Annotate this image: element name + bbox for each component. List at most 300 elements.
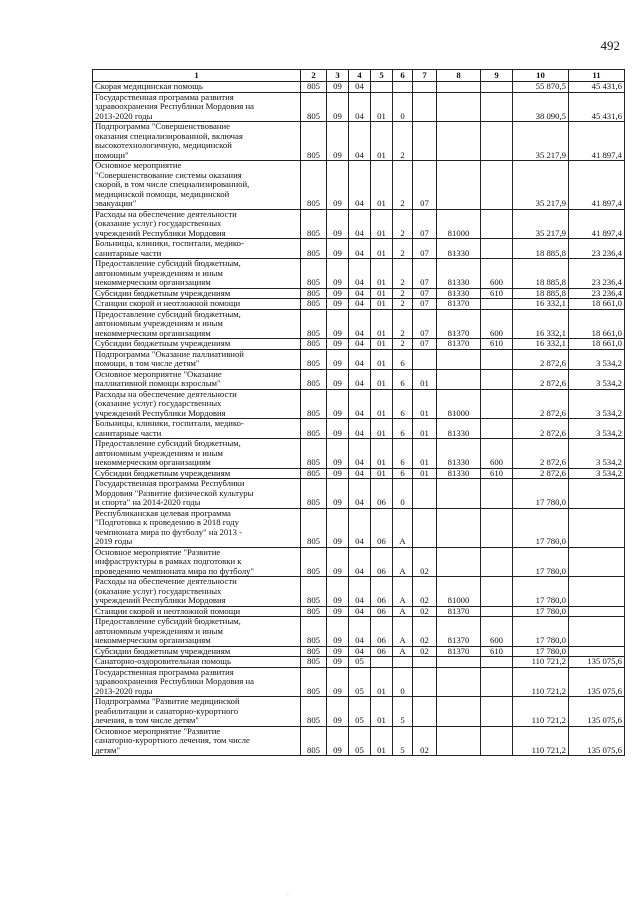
code-cell (481, 726, 513, 756)
code-cell: 0 (393, 92, 413, 122)
code-cell: 09 (327, 547, 349, 577)
code-cell: 04 (349, 239, 371, 259)
table-row (93, 646, 625, 657)
code-cell (413, 122, 437, 161)
row-name-cell: Основное мероприятие "Развитие инфраструктуры в рамках подготовки к проведению чемпионата мира по футболу" (93, 547, 301, 577)
code-cell: 02 (413, 617, 437, 647)
code-cell: 01 (371, 349, 393, 369)
amount-cell: 16 332,1 (513, 339, 569, 350)
amount-cell: 18 661,0 (569, 339, 625, 350)
code-cell (413, 82, 437, 93)
code-cell: 09 (327, 209, 349, 239)
table-row (93, 299, 625, 310)
table-row (93, 468, 625, 479)
code-cell: 07 (413, 259, 437, 289)
code-cell: 2 (393, 339, 413, 350)
amount-cell: 3 534,2 (569, 439, 625, 469)
code-cell: 805 (301, 508, 327, 547)
amount-cell: 23 236,4 (569, 259, 625, 289)
code-cell: 09 (327, 389, 349, 419)
code-cell (481, 122, 513, 161)
amount-cell: 35 217,9 (513, 122, 569, 161)
code-cell: 805 (301, 697, 327, 727)
column-header: 8 (437, 70, 481, 82)
code-cell: 04 (349, 508, 371, 547)
table-row (93, 389, 625, 419)
code-cell: 09 (327, 468, 349, 479)
amount-cell: 35 217,9 (513, 161, 569, 210)
code-cell (481, 82, 513, 93)
code-cell: 04 (349, 82, 371, 93)
table-row (93, 339, 625, 350)
code-cell: 0 (393, 667, 413, 697)
code-cell: 01 (371, 419, 393, 439)
table-row (93, 577, 625, 607)
code-cell: 600 (481, 309, 513, 339)
code-cell: 09 (327, 161, 349, 210)
code-cell: 2 (393, 288, 413, 299)
code-cell: 805 (301, 309, 327, 339)
code-cell (481, 606, 513, 617)
code-cell: 09 (327, 369, 349, 389)
amount-cell: 38 090,5 (513, 92, 569, 122)
code-cell: 6 (393, 349, 413, 369)
code-cell: 805 (301, 369, 327, 389)
code-cell (481, 697, 513, 727)
column-header: 9 (481, 70, 513, 82)
code-cell: 07 (413, 309, 437, 339)
code-cell: 0 (393, 479, 413, 509)
code-cell (437, 697, 481, 727)
code-cell: 5 (393, 697, 413, 727)
code-cell: 09 (327, 339, 349, 350)
code-cell: 06 (371, 508, 393, 547)
code-cell: 02 (413, 547, 437, 577)
code-cell (437, 161, 481, 210)
code-cell: 09 (327, 726, 349, 756)
code-cell: А (393, 547, 413, 577)
row-name-cell: Станции скорой и неотложной помощи (93, 606, 301, 617)
code-cell: 06 (371, 479, 393, 509)
code-cell: 04 (349, 259, 371, 289)
column-header: 1 (93, 70, 301, 82)
code-cell (437, 92, 481, 122)
row-name-cell: Скорая медицинская помощь (93, 82, 301, 93)
amount-cell: 16 332,1 (513, 299, 569, 310)
amount-cell: 18 885,8 (513, 239, 569, 259)
code-cell (481, 369, 513, 389)
amount-cell: 23 236,4 (569, 288, 625, 299)
column-header: 11 (569, 70, 625, 82)
code-cell: 04 (349, 122, 371, 161)
table-body (93, 82, 625, 756)
code-cell: 09 (327, 309, 349, 339)
code-cell (481, 389, 513, 419)
code-cell: 05 (349, 697, 371, 727)
code-cell: 2 (393, 239, 413, 259)
code-cell: 81370 (437, 617, 481, 647)
table-row (93, 439, 625, 469)
code-cell: 805 (301, 468, 327, 479)
code-cell (481, 508, 513, 547)
code-cell (481, 239, 513, 259)
code-cell: 01 (371, 697, 393, 727)
code-cell: 805 (301, 389, 327, 419)
row-name-cell: Больницы, клиники, госпитали, медико- санитарные части (93, 419, 301, 439)
budget-table (92, 69, 625, 756)
amount-cell (569, 479, 625, 509)
code-cell: 01 (371, 161, 393, 210)
table-row (93, 508, 625, 547)
amount-cell: 2 872,6 (513, 468, 569, 479)
code-cell: 81330 (437, 419, 481, 439)
code-cell: 09 (327, 288, 349, 299)
amount-cell: 3 534,2 (569, 389, 625, 419)
amount-cell: 135 075,6 (569, 657, 625, 668)
code-cell: 06 (371, 617, 393, 647)
code-cell: 805 (301, 82, 327, 93)
code-cell (371, 657, 393, 668)
amount-cell: 45 431,6 (569, 92, 625, 122)
row-name-cell: Расходы на обеспечение деятельности (оказание услуг) государственных учреждений Республики Мордовия (93, 577, 301, 607)
amount-cell: 3 534,2 (569, 419, 625, 439)
code-cell: 04 (349, 547, 371, 577)
code-cell: 04 (349, 339, 371, 350)
code-cell: 05 (349, 726, 371, 756)
code-cell: 610 (481, 646, 513, 657)
code-cell (437, 726, 481, 756)
code-cell: 09 (327, 646, 349, 657)
code-cell: 02 (413, 646, 437, 657)
row-name-cell: Субсидии бюджетным учреждениям (93, 646, 301, 657)
code-cell: А (393, 617, 413, 647)
code-cell: 09 (327, 419, 349, 439)
amount-cell: 17 780,0 (513, 646, 569, 657)
amount-cell: 18 661,0 (569, 299, 625, 310)
amount-cell (569, 606, 625, 617)
code-cell: 04 (349, 92, 371, 122)
amount-cell: 17 780,0 (513, 617, 569, 647)
code-cell (413, 697, 437, 727)
code-cell: 04 (349, 479, 371, 509)
code-cell: 2 (393, 259, 413, 289)
code-cell: 06 (371, 547, 393, 577)
code-cell: 5 (393, 726, 413, 756)
amount-cell: 3 534,2 (569, 349, 625, 369)
code-cell: 805 (301, 259, 327, 289)
code-cell: 805 (301, 606, 327, 617)
code-cell: 01 (413, 468, 437, 479)
amount-cell: 35 217,9 (513, 209, 569, 239)
code-cell: 02 (413, 726, 437, 756)
code-cell (437, 122, 481, 161)
code-cell: А (393, 606, 413, 617)
table-row (93, 606, 625, 617)
amount-cell: 135 075,6 (569, 667, 625, 697)
code-cell: 805 (301, 122, 327, 161)
code-cell: 04 (349, 369, 371, 389)
table-row (93, 288, 625, 299)
amount-cell: 55 870,5 (513, 82, 569, 93)
code-cell: 01 (371, 92, 393, 122)
amount-cell (569, 617, 625, 647)
code-cell: 600 (481, 617, 513, 647)
code-cell: 04 (349, 288, 371, 299)
code-cell: 805 (301, 617, 327, 647)
row-name-cell: Основное мероприятие "Совершенствование системы оказания скорой, в том числе специализированной, медицинской помощи, медицинской эвакуации" (93, 161, 301, 210)
row-name-cell: Предоставление субсидий бюджетным, автономным учреждениям и иным некоммерческим организациям (93, 309, 301, 339)
code-cell: 09 (327, 122, 349, 161)
code-cell: 09 (327, 606, 349, 617)
code-cell: 09 (327, 697, 349, 727)
code-cell (437, 667, 481, 697)
code-cell: 81000 (437, 577, 481, 607)
page-number: 492 (600, 38, 620, 53)
code-cell: 07 (413, 239, 437, 259)
amount-cell: 2 872,6 (513, 389, 569, 419)
code-cell: 610 (481, 288, 513, 299)
code-cell: 2 (393, 161, 413, 210)
code-cell: 04 (349, 439, 371, 469)
amount-cell: 17 780,0 (513, 547, 569, 577)
code-cell: 07 (413, 209, 437, 239)
code-cell (481, 349, 513, 369)
code-cell: А (393, 577, 413, 607)
table-row (93, 209, 625, 239)
code-cell: 01 (413, 419, 437, 439)
row-name-cell: Подпрограмма "Развитие медицинской реабилитации и санаторно-курортного лечения, в том числе детям" (93, 697, 301, 727)
code-cell (481, 92, 513, 122)
amount-cell: 18 885,8 (513, 259, 569, 289)
table-row (93, 161, 625, 210)
amount-cell: 18 885,8 (513, 288, 569, 299)
code-cell: 09 (327, 508, 349, 547)
code-cell: 805 (301, 667, 327, 697)
code-cell (481, 161, 513, 210)
table-row (93, 657, 625, 668)
amount-cell: 110 721,2 (513, 657, 569, 668)
row-name-cell: Государственная программа развития здравоохранения Республики Мордовия на 2013-2020 годы (93, 667, 301, 697)
code-cell: 805 (301, 419, 327, 439)
code-cell: 01 (371, 299, 393, 310)
code-cell: 6 (393, 419, 413, 439)
code-cell: 805 (301, 349, 327, 369)
code-cell (481, 547, 513, 577)
code-cell: 01 (371, 369, 393, 389)
amount-cell: 135 075,6 (569, 697, 625, 727)
code-cell: 805 (301, 726, 327, 756)
code-cell (437, 508, 481, 547)
amount-cell: 16 332,1 (513, 309, 569, 339)
code-cell (481, 479, 513, 509)
table-row (93, 82, 625, 93)
code-cell: 6 (393, 468, 413, 479)
amount-cell: 2 872,6 (513, 349, 569, 369)
code-cell: 805 (301, 439, 327, 469)
amount-cell: 23 236,4 (569, 239, 625, 259)
row-name-cell: Станции скорой и неотложной помощи (93, 299, 301, 310)
table-header-row (93, 70, 625, 82)
amount-cell: 17 780,0 (513, 606, 569, 617)
code-cell: 09 (327, 259, 349, 289)
row-name-cell: Расходы на обеспечение деятельности (оказание услуг) государственных учреждений Республики Мордовия (93, 389, 301, 419)
code-cell: 81330 (437, 288, 481, 299)
code-cell: 6 (393, 369, 413, 389)
code-cell: 04 (349, 646, 371, 657)
code-cell (413, 667, 437, 697)
code-cell (481, 299, 513, 310)
amount-cell (569, 577, 625, 607)
code-cell: 01 (371, 259, 393, 289)
code-cell: 81370 (437, 339, 481, 350)
table-row (93, 419, 625, 439)
code-cell: 04 (349, 209, 371, 239)
table-row (93, 617, 625, 647)
code-cell: 600 (481, 259, 513, 289)
table-row (93, 349, 625, 369)
code-cell: 07 (413, 161, 437, 210)
code-cell: 01 (371, 667, 393, 697)
code-cell: 805 (301, 547, 327, 577)
code-cell (481, 657, 513, 668)
code-cell: 610 (481, 339, 513, 350)
code-cell: 805 (301, 479, 327, 509)
row-name-cell: Санаторно-оздоровительная помощь (93, 657, 301, 668)
code-cell (413, 508, 437, 547)
row-name-cell: Подпрограмма "Совершенствование оказания специализированной, включая высокотехнологичную, медицинской помощи" (93, 122, 301, 161)
code-cell (413, 479, 437, 509)
code-cell: 01 (371, 439, 393, 469)
code-cell: 01 (371, 122, 393, 161)
code-cell: 07 (413, 339, 437, 350)
code-cell (393, 82, 413, 93)
code-cell: 04 (349, 349, 371, 369)
code-cell: 09 (327, 239, 349, 259)
code-cell: 805 (301, 646, 327, 657)
code-cell: 81000 (437, 389, 481, 419)
code-cell (481, 577, 513, 607)
row-name-cell: Предоставление субсидий бюджетным, автономным учреждениям и иным некоммерческим организациям (93, 617, 301, 647)
code-cell: 09 (327, 657, 349, 668)
code-cell: 805 (301, 577, 327, 607)
code-cell: 81330 (437, 439, 481, 469)
amount-cell (569, 547, 625, 577)
code-cell: 6 (393, 439, 413, 469)
code-cell: 81370 (437, 606, 481, 617)
code-cell: 2 (393, 309, 413, 339)
amount-cell: 41 897,4 (569, 209, 625, 239)
code-cell: 2 (393, 209, 413, 239)
code-cell: 04 (349, 577, 371, 607)
code-cell: 805 (301, 657, 327, 668)
code-cell: 01 (413, 389, 437, 419)
code-cell: 04 (349, 617, 371, 647)
code-cell: А (393, 508, 413, 547)
code-cell: 05 (349, 667, 371, 697)
table-row (93, 726, 625, 756)
row-name-cell: Государственная программа развития здравоохранения Республики Мордовия на 2013-2020 годы (93, 92, 301, 122)
table-row (93, 697, 625, 727)
amount-cell: 110 721,2 (513, 697, 569, 727)
code-cell (371, 82, 393, 93)
row-name-cell: Расходы на обеспечение деятельности (оказание услуг) государственных учреждений Республики Мордовия (93, 209, 301, 239)
row-name-cell: Субсидии бюджетным учреждениям (93, 468, 301, 479)
code-cell (481, 667, 513, 697)
column-header: 5 (371, 70, 393, 82)
table-row (93, 667, 625, 697)
code-cell: 805 (301, 92, 327, 122)
code-cell: 04 (349, 419, 371, 439)
code-cell: 04 (349, 389, 371, 419)
code-cell: 805 (301, 239, 327, 259)
code-cell (437, 369, 481, 389)
code-cell: 07 (413, 288, 437, 299)
code-cell: 09 (327, 82, 349, 93)
table-row (93, 239, 625, 259)
code-cell: 01 (413, 439, 437, 469)
code-cell: 04 (349, 309, 371, 339)
code-cell: 09 (327, 667, 349, 697)
table-row (93, 369, 625, 389)
code-cell: 805 (301, 209, 327, 239)
code-cell: 04 (349, 468, 371, 479)
code-cell: 09 (327, 299, 349, 310)
code-cell (437, 479, 481, 509)
code-cell (413, 92, 437, 122)
code-cell: 81370 (437, 299, 481, 310)
amount-cell: 18 661,0 (569, 309, 625, 339)
code-cell: 05 (349, 657, 371, 668)
code-cell: 805 (301, 299, 327, 310)
code-cell: 805 (301, 161, 327, 210)
code-cell: 09 (327, 92, 349, 122)
code-cell (481, 209, 513, 239)
amount-cell: 17 780,0 (513, 577, 569, 607)
code-cell: 610 (481, 468, 513, 479)
amount-cell: 110 721,2 (513, 726, 569, 756)
table-row (93, 309, 625, 339)
code-cell: 01 (371, 239, 393, 259)
code-cell: 81330 (437, 259, 481, 289)
code-cell: 09 (327, 479, 349, 509)
amount-cell: 45 431,6 (569, 82, 625, 93)
row-name-cell: Республиканская целевая программа "Подготовка к проведению в 2018 году чемпионата мира по футболу" на 2013 - 2019 годы (93, 508, 301, 547)
row-name-cell: Больницы, клиники, госпитали, медико- санитарные части (93, 239, 301, 259)
amount-cell: 3 534,2 (569, 468, 625, 479)
code-cell: 06 (371, 577, 393, 607)
code-cell: 600 (481, 439, 513, 469)
code-cell: 01 (371, 389, 393, 419)
amount-cell: 2 872,6 (513, 369, 569, 389)
code-cell (413, 349, 437, 369)
row-name-cell: Основное мероприятие "Развитие санаторно-курортного лечения, том числе детям" (93, 726, 301, 756)
code-cell: 07 (413, 299, 437, 310)
code-cell: 09 (327, 439, 349, 469)
code-cell: 04 (349, 299, 371, 310)
code-cell: 01 (371, 209, 393, 239)
row-name-cell: Предоставление субсидий бюджетным, автономным учреждениям и иным некоммерческим организациям (93, 439, 301, 469)
table-row (93, 122, 625, 161)
code-cell: 6 (393, 389, 413, 419)
code-cell: 04 (349, 606, 371, 617)
code-cell: 04 (349, 161, 371, 210)
amount-cell: 2 872,6 (513, 419, 569, 439)
amount-cell (569, 508, 625, 547)
row-name-cell: Предоставление субсидий бюджетным, автономным учреждениям и иным некоммерческим организациям (93, 259, 301, 289)
column-header: 6 (393, 70, 413, 82)
code-cell: 805 (301, 288, 327, 299)
code-cell: 2 (393, 122, 413, 161)
